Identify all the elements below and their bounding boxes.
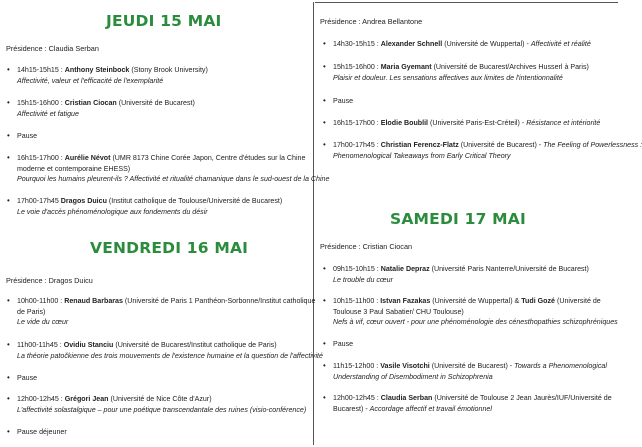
talk-title: Affectivité, valeur et l'efficacité de l'exemplarité xyxy=(17,76,164,85)
program-entry: • 17h00-17h45 Dragos Duicu (Institut catholique de Toulouse/Université de Bucarest) Le voie d'accès phénoménologique aux fondements du désir xyxy=(7,196,283,216)
program-entry: • 17h00-17h45 : Christian Ferencz-Flatz (Université de Bucarest) - The Feeling of Powerlessness : Phenomenological Takeaways from Early Critical Theory xyxy=(323,140,642,160)
program-entry: • 10h00-11h00 : Renaud Barbaras (Université de Paris 1 Panthéon-Sorbonne/Institut catholique de Paris) Le vide du cœur xyxy=(7,296,316,327)
talk-title: Le trouble du cœur xyxy=(333,275,393,284)
talk-title: Pourquoi les humains pleurent-ils ? Affectivité et ritualité chamanique dans le sud-ouest de la Chine xyxy=(17,175,330,184)
bullet-icon: • xyxy=(323,361,326,370)
bullet-icon: • xyxy=(7,340,10,349)
talk-title: Nefs à vif, cœur ouvert - pour une phénoménologie des cénesthopathies schizophréniques xyxy=(333,318,618,327)
speaker-name: Cristian Ciocan xyxy=(64,99,117,107)
column-divider xyxy=(313,2,314,445)
talk-title: L'affectivité solastalgique – pour une poétique transcendantale des ruines (visio-conférence) xyxy=(17,405,307,414)
speaker-name: Ovidiu Stanciu xyxy=(63,341,114,349)
program-entry: • 11h00-11h45 : Ovidiu Stanciu (Université de Bucarest/Institut catholique de Paris) La théorie patočkienne des trois mouvements de l'existence humaine et la question de l'affectivité xyxy=(7,340,323,360)
speaker-name: Dragos Duicu xyxy=(60,197,107,205)
speaker-name: Maria Gyemant xyxy=(380,63,432,71)
program-entry: • 09h15-10h15 : Natalie Depraz (Université Paris Nanterre/Université de Bucarest) Le trouble du cœur xyxy=(323,264,589,284)
bullet-icon: • xyxy=(323,339,326,348)
speaker-name: Anthony Steinbock xyxy=(64,66,130,74)
speaker-name: Renaud Barbaras xyxy=(64,297,123,305)
day-title-vendredi: VENDREDI 16 MAI xyxy=(90,239,249,257)
program-entry-pause: • Pause déjeuner xyxy=(7,427,67,436)
presidence-jeudi: Présidence : Claudia Serban xyxy=(6,44,99,53)
program-entry: • 10h15-11h00 : Istvan Fazakas (Université de Wuppertal) & Tudi Gozé (Université de Toulouse 3 Paul Sabatier/ CHU Toulouse) Nefs à vif, cœur ouvert - pour une phénoménologie des cénesthopathies schizophréniques xyxy=(323,296,618,327)
bullet-icon: • xyxy=(7,394,10,403)
bullet-icon: • xyxy=(323,39,326,48)
program-entry: • 15h15-16h00 : Cristian Ciocan (Université de Bucarest) Affectivité et fatigue xyxy=(7,98,195,118)
right-column xyxy=(315,0,642,447)
program-entry: • 16h15-17h00 : Aurélie Névot (UMR 8173 Chine Corée Japon, Centre d'études sur la Chine moderne et contemporaine EHESS) Pourquoi les humains pleurent-ils ? Affectivité et ritualité chamanique dans le sud-ouest de la Chine xyxy=(7,153,330,184)
speaker-name: Christian Ferencz-Flatz xyxy=(380,141,459,149)
bullet-icon: • xyxy=(323,264,326,273)
program-entry: • 16h15-17h00 : Elodie Boublil (Université Paris-Est-Créteil) - Résistance et intériorité xyxy=(323,118,601,127)
presidence-vendredi: Présidence : Dragos Duicu xyxy=(6,276,93,285)
program-entry: • 12h00-12h45 : Grégori Jean (Université de Nice Côte d'Azur) L'affectivité solastalgique – pour une poétique transcendantale des ruines (visio-conférence) xyxy=(7,394,307,414)
speaker-name: Istvan Fazakas xyxy=(380,297,431,305)
program-entry-pause: • Pause xyxy=(7,131,38,140)
bullet-icon: • xyxy=(7,153,10,162)
speaker-name: Claudia Serban xyxy=(380,394,433,402)
program-entry: • 12h00-12h45 : Claudia Serban (Université de Toulouse 2 Jean Jaurès/IUF/Université de Bucarest) - Accordage affectif et travail émotionnel xyxy=(323,393,612,413)
bullet-icon: • xyxy=(323,62,326,71)
talk-title: Plaisir et douleur. Les sensations affectives aux limites de l'intentionnalité xyxy=(333,73,563,82)
talk-title: Affectivité et réalité xyxy=(530,40,591,48)
bullet-icon: • xyxy=(7,296,10,305)
bullet-icon: • xyxy=(7,427,10,436)
bullet-icon: • xyxy=(7,196,10,205)
speaker-name: Elodie Boublil xyxy=(380,119,429,127)
bullet-icon: • xyxy=(7,98,10,107)
program-entry-pause: • Pause xyxy=(323,96,354,105)
program-entry-pause: • Pause xyxy=(7,373,38,382)
talk-title: Accordage affectif et travail émotionnel xyxy=(369,404,492,413)
bullet-icon: • xyxy=(323,96,326,105)
speaker-name: Vasile Visotchi xyxy=(380,362,430,370)
program-entry-pause: • Pause xyxy=(323,339,354,348)
talk-title: La théorie patočkienne des trois mouvements de l'existence humaine et la question de l'affectivité xyxy=(17,351,323,360)
speaker-name: Tudi Gozé xyxy=(521,297,556,305)
bullet-icon: • xyxy=(7,65,10,74)
day-title-samedi: SAMEDI 17 MAI xyxy=(390,210,526,228)
bullet-icon: • xyxy=(323,140,326,149)
program-entry: • 14h15-15h15 : Anthony Steinbock (Stony Brook University) Affectivité, valeur et l'efficacité de l'exemplarité xyxy=(7,65,208,85)
speaker-name: Grégori Jean xyxy=(64,395,109,403)
speaker-name: Aurélie Névot xyxy=(64,154,111,162)
talk-title: Towards a Phenomenological xyxy=(514,362,607,370)
talk-title: The Feeling of Powerlessness : xyxy=(543,141,642,149)
program-entry: • 11h15-12h00 : Vasile Visotchi (Université de Bucarest) - Towards a Phenomenological Understanding of Disembodiment in Schizophrenia xyxy=(323,361,607,381)
day-title-jeudi: JEUDI 15 MAI xyxy=(106,12,222,30)
bullet-icon: • xyxy=(7,131,10,140)
bullet-icon: • xyxy=(7,373,10,382)
speaker-name: Alexander Schnell xyxy=(380,40,443,48)
talk-title: Résistance et intériorité xyxy=(526,119,601,127)
talk-title: Affectivité et fatigue xyxy=(17,109,79,118)
bullet-icon: • xyxy=(323,393,326,402)
presidence-samedi: Présidence : Cristian Ciocan xyxy=(320,242,413,251)
program-entry: • 14h30-15h15 : Alexander Schnell (Université de Wuppertal) - Affectivité et réalité xyxy=(323,39,591,48)
speaker-name: Natalie Depraz xyxy=(380,265,430,273)
talk-title: Le voie d'accès phénoménologique aux fondements du désir xyxy=(17,207,208,216)
talk-title: Le vide du cœur xyxy=(17,318,69,327)
presidence-vendredi-apm: Présidence : Andrea Bellantone xyxy=(320,17,423,26)
bullet-icon: • xyxy=(323,118,326,127)
bullet-icon: • xyxy=(323,296,326,305)
program-entry: • 15h15-16h00 : Maria Gyemant (Université de Bucarest/Archives Husserl à Paris) Plaisir et douleur. Les sensations affectives aux limites de l'intentionnalité xyxy=(323,62,589,82)
